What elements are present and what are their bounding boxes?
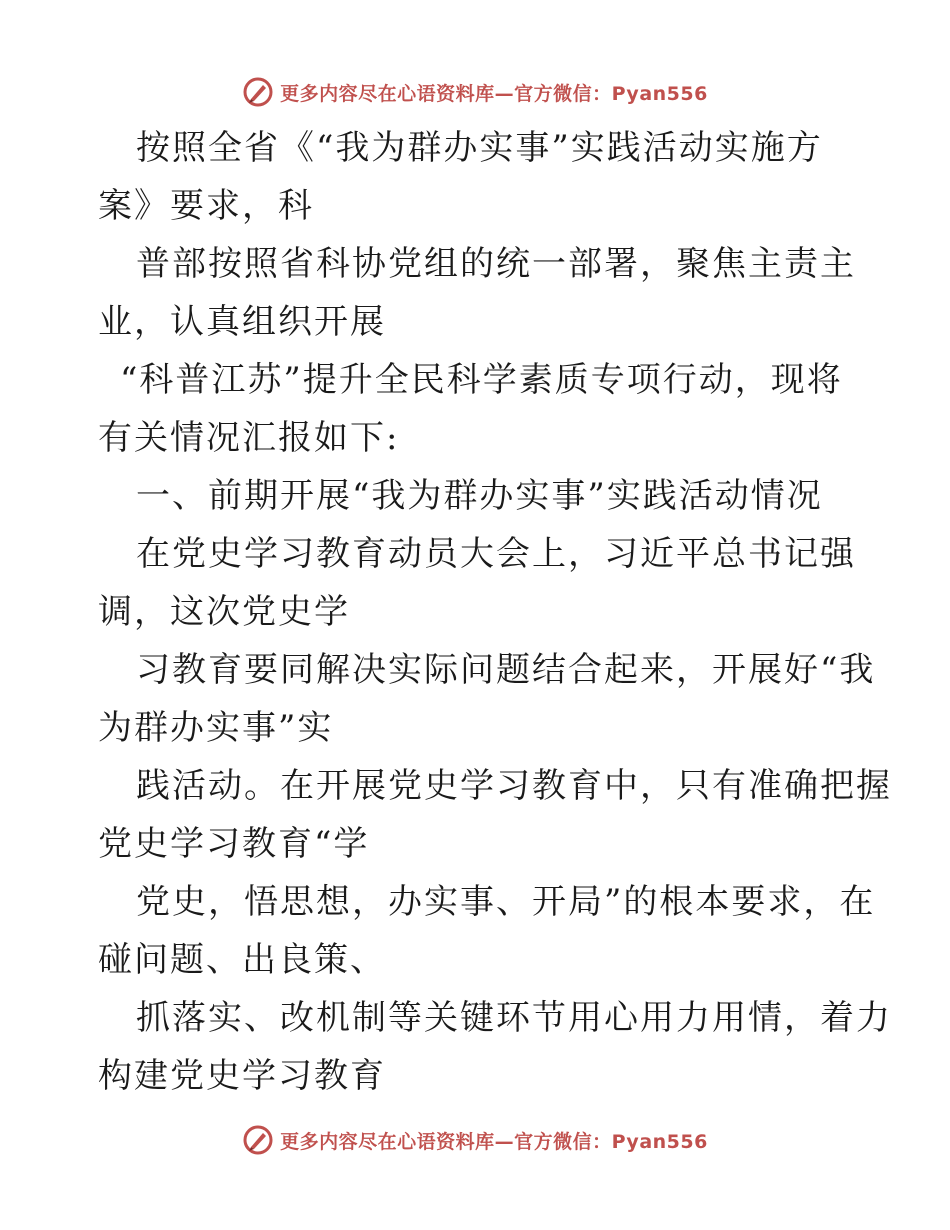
paragraph-line: “科普江苏”提升全民科学素质专项行动，现将 [120,360,843,400]
pen-logo-icon [242,1124,274,1156]
header-watermark-text: 更多内容尽在心语资料库—官方微信：Pyan556 [280,82,708,105]
paragraph-line: 构建党史学习教育 [98,1056,386,1096]
paragraph-line: 党史，悟思想，办实事、开局”的根本要求，在 [136,882,876,922]
paragraph-line: 在党史学习教育动员大会上，习近平总书记强 [136,534,856,574]
paragraph-line: 习教育要同解决实际问题结合起来，开展好“我 [136,650,876,690]
paragraph-line: 调，这次党史学 [98,592,350,632]
paragraph-line: 普部按照省科协党组的统一部署，聚焦主责主 [136,244,856,284]
paragraph-line: 党史学习教育“学 [98,824,370,864]
paragraph-line: 为群办实事”实 [98,708,334,748]
section-heading: 一、前期开展“我为群办实事”实践活动情况 [136,476,823,516]
footer-watermark-text: 更多内容尽在心语资料库—官方微信：Pyan556 [280,1130,708,1153]
paragraph-line: 有关情况汇报如下: [98,418,400,458]
paragraph-line: 按照全省《“我为群办实事”实践活动实施方 [136,128,823,168]
paragraph-line: 碰问题、出良策、 [98,940,386,980]
paragraph-line: 案》要求，科 [98,186,314,226]
footer-watermark-banner [0,1120,950,1160]
header-watermark-banner [0,72,950,112]
paragraph-line: 抓落实、改机制等关键环节用心用力用情，着力 [136,998,892,1038]
paragraph-line: 践活动。在开展党史学习教育中，只有准确把握 [136,766,892,806]
paragraph-line: 业，认真组织开展 [98,302,386,342]
pen-logo-icon [242,76,274,108]
